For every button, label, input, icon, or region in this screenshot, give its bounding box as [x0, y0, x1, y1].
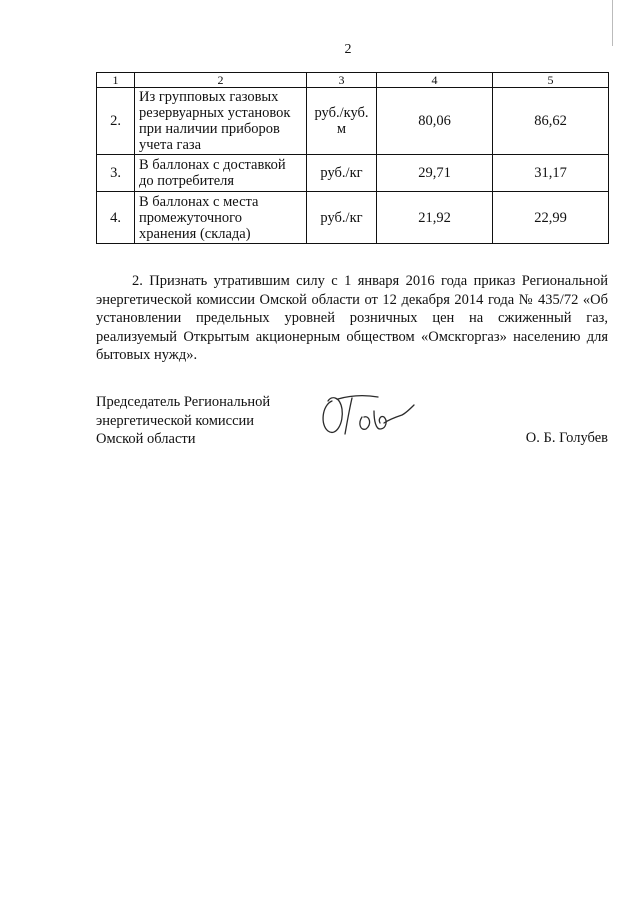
header-cell: 4 [377, 73, 493, 88]
row-value-2: 31,17 [493, 155, 609, 192]
signatory-title-line: энергетической комиссии [96, 412, 255, 429]
row-name: В баллонах с доставкой до потребителя [135, 155, 307, 192]
row-value-1: 80,06 [377, 88, 493, 155]
handwritten-signature [318, 387, 418, 439]
tariff-table [96, 72, 609, 244]
signatory-title-line: Председатель Региональной [96, 394, 271, 410]
row-value-1: 29,71 [377, 155, 493, 192]
table-row [97, 155, 609, 192]
table-row [97, 88, 609, 155]
row-unit: руб./кг [307, 155, 377, 192]
row-number: 3. [97, 155, 135, 192]
header-cell: 5 [493, 73, 609, 88]
page-number: 2 [344, 42, 352, 57]
header-cell: 1 [97, 73, 135, 88]
row-name: Из групповых газовых резервуарных установок при наличии приборов учета газа [135, 88, 307, 155]
signatory-title-line: Омской области [96, 431, 196, 448]
signatory-name: О. Б. Голубев [525, 430, 608, 446]
header-cell: 3 [307, 73, 377, 88]
row-unit: руб./куб. м [307, 88, 377, 155]
signatory-title [96, 393, 270, 449]
row-value-1: 21,92 [377, 192, 493, 244]
header-cell: 2 [135, 73, 307, 88]
row-value-2: 22,99 [493, 192, 609, 244]
table-row [97, 192, 609, 244]
row-number: 4. [97, 192, 135, 244]
row-number: 2. [97, 88, 135, 155]
row-value-2: 86,62 [493, 88, 609, 155]
scan-edge-line [612, 0, 613, 46]
table-header-row [97, 73, 609, 88]
row-name: В баллонах с места промежуточного хранения (склада) [135, 192, 307, 244]
body-paragraph: 2. Признать утратившим силу с 1 января 2016 года приказ Региональной энергетической комиссии Омской области от 12 декабря 2014 года № 435/72 «Об установлении предельных уровней розничных цен на сжиженный газ, реализуемый Открытым акционерным обществом «Омскгоргаз» населению для бытовых нужд». [96, 273, 608, 364]
row-unit: руб./кг [307, 192, 377, 244]
